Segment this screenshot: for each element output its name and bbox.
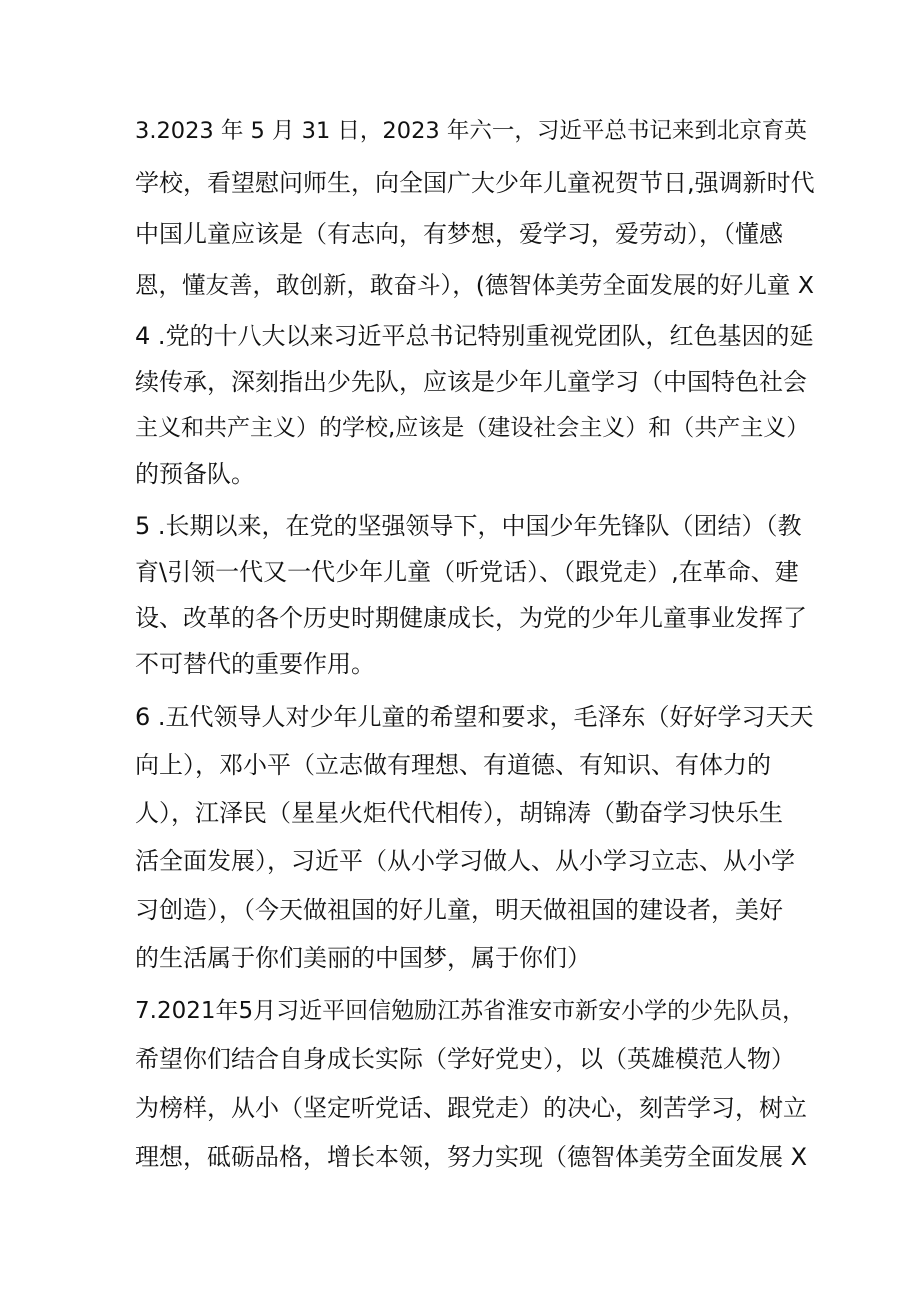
text-line: 为榜样，从小（坚定听党话、跟党走）的决心，刻苦学习，树立 [135,1094,807,1122]
text-line: 5 .长期以来，在党的坚强领导下，中国少年先锋队（团结）（教 [135,512,802,540]
text-line: 恩，懂友善，敢创新，敢奋斗），(德智体美劳全面发展的好儿童 X [135,271,814,299]
text-line: 3.2023 年 5 月 31 日，2023 年六一，习近平总书记来到北京育英 [135,118,807,144]
text-line: 4 .党的十八大以来习近平总书记特别重视党团队，红色基因的延 [135,322,814,350]
text-line: 学校，看望慰问师生，向全国广大少年儿童祝贺节日,强调新时代 [135,169,815,197]
text-line: 续传承，深刻指出少先队，应该是少年儿童学习（中国特色社会 [135,368,807,396]
text-line: 中国儿童应该是（有志向，有梦想，爱学习，爱劳动），（懂感 [135,220,783,248]
text-line: 活全面发展），习近平（从小学习做人、从小学习立志、从小学 [135,847,795,875]
text-line: 的预备队。 [135,460,255,488]
text-line: 的生活属于你们美丽的中国梦，属于你们） [135,944,591,972]
text-line: 主义和共产主义）的学校,应该是（建设社会主义）和（共产主义） [135,415,810,441]
text-line: 向上），邓小平（立志做有理想、有道德、有知识、有体力的 [135,751,771,779]
text-line: 人），江泽民（星星火炬代代相传），胡锦涛（勤奋学习快乐生 [135,799,783,827]
text-line: 育\引领一代又一代少年儿童（听党话）、（跟党走）,在革命、建 [135,558,799,586]
text-line: 理想，砥砺品格，增长本领，努力实现（德智体美劳全面发展 X [135,1143,808,1171]
text-line: 7.2021年5月习近平回信勉励江苏省淮安市新安小学的少先队员， [135,998,806,1024]
text-line: 设、改革的各个历史时期健康成长，为党的少年儿童事业发挥了 [135,604,807,632]
text-line: 6 .五代领导人对少年儿童的希望和要求，毛泽东（好好学习天天 [135,703,814,731]
text-line: 希望你们结合自身成长实际（学好党史），以（英雄模范人物） [135,1045,795,1073]
text-line: 不可替代的重要作用。 [135,650,375,678]
text-line: 习创造），（今天做祖国的好儿童，明天做祖国的建设者，美好 [135,896,783,924]
